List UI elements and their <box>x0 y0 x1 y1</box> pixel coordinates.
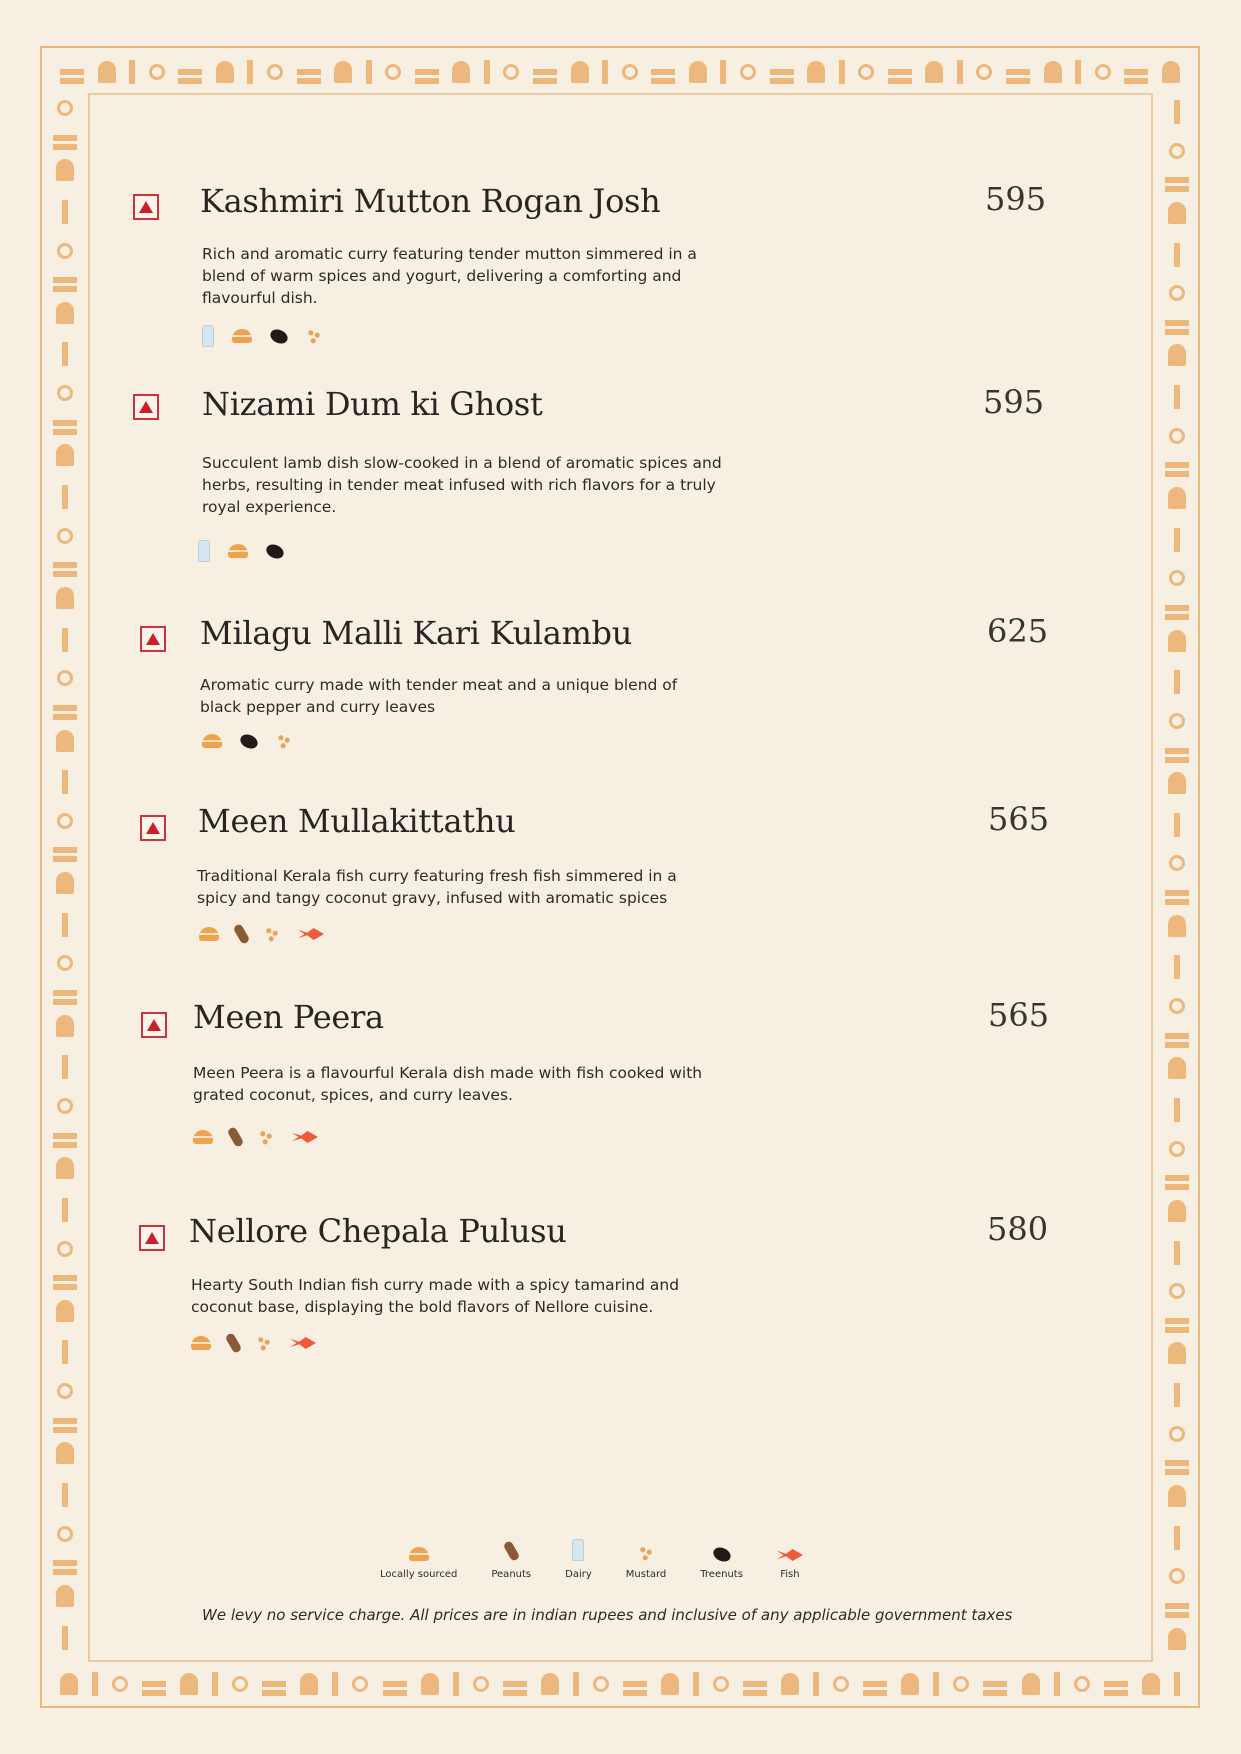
hieroglyph-glyph <box>1174 385 1180 409</box>
allergen-icons <box>198 540 284 562</box>
hieroglyph-glyph <box>1174 100 1180 124</box>
dish-price: 595 <box>985 180 1047 218</box>
mustard-icon <box>276 733 292 749</box>
hieroglyph-glyph <box>56 1157 74 1179</box>
mustard-icon <box>256 1335 272 1351</box>
hieroglyph-glyph <box>421 1673 439 1695</box>
hieroglyph-glyph <box>57 528 73 544</box>
hieroglyph-glyph <box>1174 528 1180 552</box>
local-icon <box>193 1130 213 1144</box>
hieroglyph-glyph <box>267 64 283 80</box>
hieroglyph-glyph <box>1169 570 1185 586</box>
hieroglyph-glyph <box>1169 855 1185 871</box>
hieroglyph-glyph <box>1168 1485 1186 1507</box>
local-icon <box>191 1336 211 1350</box>
hieroglyph-glyph <box>901 1673 919 1695</box>
hieroglyph-glyph <box>56 1442 74 1464</box>
dish-description: Succulent lamb dish slow-cooked in a blend of aromatic spices and herbs, resulting in tender meat infused with rich flavors for a truly royal experience. <box>202 454 722 516</box>
hieroglyph-glyph <box>1168 772 1186 794</box>
hieroglyph-glyph <box>1142 1673 1160 1695</box>
hieroglyph-glyph <box>740 64 756 80</box>
hieroglyph-glyph <box>925 61 943 83</box>
hieroglyph-glyph <box>56 1300 74 1322</box>
hieroglyph-glyph <box>262 1681 286 1687</box>
hieroglyph-glyph <box>863 1681 887 1687</box>
hieroglyph-glyph <box>53 1275 77 1281</box>
hieroglyph-glyph <box>1168 1057 1186 1079</box>
hieroglyph-glyph <box>1174 1383 1180 1407</box>
local-icon <box>202 734 222 748</box>
hieroglyph-glyph <box>1174 670 1180 694</box>
hieroglyph-glyph <box>53 135 77 141</box>
hieroglyph-glyph <box>1174 955 1180 979</box>
dish-name: Meen Peera <box>193 998 384 1036</box>
mustard-icon <box>264 926 280 942</box>
hieroglyph-glyph <box>62 1626 68 1650</box>
hieroglyph-glyph <box>1169 285 1185 301</box>
legend-item <box>380 1530 457 1580</box>
dish-price: 595 <box>983 383 1045 421</box>
dish-description: Meen Peera is a flavourful Kerala dish made with fish cooked with grated coconut, spices, and curry leaves. <box>193 1064 703 1104</box>
hieroglyph-glyph <box>53 277 77 283</box>
hieroglyph-glyph <box>484 60 490 84</box>
hieroglyph-glyph <box>1165 1033 1189 1039</box>
footer-note: We levy no service charge. All prices are in indian rupees and inclusive of any applicable government taxes <box>202 1606 1013 1624</box>
fish-icon <box>298 928 324 940</box>
hieroglyph-glyph <box>62 913 68 937</box>
local-icon <box>228 544 248 558</box>
hieroglyph-glyph <box>53 705 77 711</box>
hieroglyph-glyph <box>1074 1676 1090 1692</box>
hieroglyph-glyph <box>593 1676 609 1692</box>
legend-item <box>491 1530 531 1580</box>
non-veg-mark-icon <box>133 194 159 220</box>
legend-item <box>626 1530 667 1580</box>
hieroglyph-glyph <box>56 872 74 894</box>
hieroglyph-glyph <box>602 60 608 84</box>
hieroglyph-border-bottom <box>60 1664 1180 1704</box>
legend-item <box>565 1530 592 1580</box>
hieroglyph-glyph <box>62 1198 68 1222</box>
hieroglyph-glyph <box>62 1483 68 1507</box>
hieroglyph-glyph <box>142 1681 166 1687</box>
hieroglyph-glyph <box>57 243 73 259</box>
hieroglyph-glyph <box>1095 64 1111 80</box>
hieroglyph-glyph <box>112 1676 128 1692</box>
hieroglyph-glyph <box>1124 69 1148 75</box>
hieroglyph-glyph <box>62 770 68 794</box>
hieroglyph-glyph <box>180 1673 198 1695</box>
hieroglyph-glyph <box>453 1672 459 1696</box>
hieroglyph-glyph <box>415 69 439 75</box>
hieroglyph-glyph <box>1168 915 1186 937</box>
dish-description: Rich and aromatic curry featuring tender mutton simmered in a blend of warm spices and yogurt, delivering a comforting and flavourful dish. <box>202 245 697 307</box>
hieroglyph-glyph <box>60 1673 78 1695</box>
hieroglyph-glyph <box>976 64 992 80</box>
hieroglyph-glyph <box>888 69 912 75</box>
hieroglyph-glyph <box>983 1681 1007 1687</box>
dish-description: Traditional Kerala fish curry featuring fresh fish simmered in a spicy and tangy coconut gravy, infused with aromatic spices <box>197 867 677 907</box>
hieroglyph-glyph <box>56 1585 74 1607</box>
hieroglyph-glyph <box>57 100 73 116</box>
hieroglyph-glyph <box>813 1672 819 1696</box>
hieroglyph-glyph <box>62 628 68 652</box>
dish-name: Milagu Malli Kari Kulambu <box>200 614 633 652</box>
hieroglyph-glyph <box>622 64 638 80</box>
hieroglyph-glyph <box>149 64 165 80</box>
hieroglyph-glyph <box>57 670 73 686</box>
hieroglyph-glyph <box>1169 998 1185 1014</box>
hieroglyph-glyph <box>57 1526 73 1542</box>
hieroglyph-glyph <box>1165 1318 1189 1324</box>
hieroglyph-glyph <box>839 60 845 84</box>
legend-label: Locally sourced <box>380 1569 458 1580</box>
allergen-legend <box>380 1530 837 1580</box>
legend-label: Treenuts <box>700 1569 743 1580</box>
legend-label: Fish <box>780 1569 800 1580</box>
hieroglyph-glyph <box>693 1672 699 1696</box>
hieroglyph-glyph <box>62 200 68 224</box>
dish-name: Nizami Dum ki Ghost <box>202 385 543 423</box>
hieroglyph-glyph <box>1169 1426 1185 1442</box>
allergen-icons <box>199 924 324 944</box>
hieroglyph-glyph <box>807 61 825 83</box>
hieroglyph-glyph <box>216 61 234 83</box>
hieroglyph-glyph <box>300 1673 318 1695</box>
hieroglyph-glyph <box>56 444 74 466</box>
hieroglyph-glyph <box>297 69 321 75</box>
hieroglyph-glyph <box>56 730 74 752</box>
hieroglyph-glyph <box>232 1676 248 1692</box>
hieroglyph-glyph <box>62 485 68 509</box>
hieroglyph-glyph <box>957 60 963 84</box>
peanut-icon <box>225 1332 243 1354</box>
non-veg-mark-icon <box>140 815 166 841</box>
treenut-icon <box>238 731 260 750</box>
hieroglyph-glyph <box>1075 60 1081 84</box>
hieroglyph-glyph <box>1165 1603 1189 1609</box>
hieroglyph-glyph <box>1006 69 1030 75</box>
hieroglyph-glyph <box>713 1676 729 1692</box>
peanut-icon <box>227 1126 245 1148</box>
hieroglyph-glyph <box>571 61 589 83</box>
hieroglyph-glyph <box>1169 713 1185 729</box>
treenut-icon <box>268 326 290 345</box>
hieroglyph-glyph <box>1169 428 1185 444</box>
hieroglyph-glyph <box>1044 61 1062 83</box>
hieroglyph-glyph <box>858 64 874 80</box>
hieroglyph-glyph <box>933 1672 939 1696</box>
mustard-icon <box>638 1545 654 1561</box>
dish-price: 580 <box>987 1210 1049 1248</box>
hieroglyph-glyph <box>56 587 74 609</box>
hieroglyph-glyph <box>953 1676 969 1692</box>
hieroglyph-border-top <box>60 52 1180 92</box>
hieroglyph-glyph <box>92 1672 98 1696</box>
hieroglyph-glyph <box>689 61 707 83</box>
dish-description: Hearty South Indian fish curry made with a spicy tamarind and coconut base, displaying the bold flavors of Nellore cuisine. <box>191 1276 680 1316</box>
hieroglyph-glyph <box>503 64 519 80</box>
hieroglyph-glyph <box>651 69 675 75</box>
dairy-icon <box>198 540 210 562</box>
hieroglyph-glyph <box>541 1673 559 1695</box>
allergen-icons <box>191 1333 316 1353</box>
local-icon <box>409 1547 429 1561</box>
peanut-icon <box>233 923 251 945</box>
dish-name: Meen Mullakittathu <box>198 802 516 840</box>
hieroglyph-glyph <box>503 1681 527 1687</box>
dish-price: 625 <box>987 612 1049 650</box>
hieroglyph-glyph <box>98 61 116 83</box>
hieroglyph-glyph <box>1165 605 1189 611</box>
dish-description: Aromatic curry made with tender meat and a unique blend of black pepper and curry leaves <box>200 676 678 716</box>
hieroglyph-glyph <box>1165 1175 1189 1181</box>
hieroglyph-glyph <box>1168 344 1186 366</box>
hieroglyph-glyph <box>53 1418 77 1424</box>
hieroglyph-glyph <box>57 955 73 971</box>
hieroglyph-glyph <box>1165 462 1189 468</box>
legend-label: Dairy <box>565 1569 592 1580</box>
hieroglyph-glyph <box>473 1676 489 1692</box>
hieroglyph-glyph <box>1104 1681 1128 1687</box>
peanut-icon <box>502 1540 520 1562</box>
hieroglyph-glyph <box>332 1672 338 1696</box>
hieroglyph-glyph <box>1165 890 1189 896</box>
hieroglyph-glyph <box>1169 1283 1185 1299</box>
hieroglyph-glyph <box>720 60 726 84</box>
hieroglyph-glyph <box>56 159 74 181</box>
hieroglyph-glyph <box>212 1672 218 1696</box>
non-veg-mark-icon <box>133 394 159 420</box>
hieroglyph-glyph <box>1169 1568 1185 1584</box>
hieroglyph-glyph <box>1168 630 1186 652</box>
hieroglyph-glyph <box>366 60 372 84</box>
hieroglyph-glyph <box>178 69 202 75</box>
hieroglyph-glyph <box>57 813 73 829</box>
hieroglyph-glyph <box>1162 61 1180 83</box>
hieroglyph-glyph <box>352 1676 368 1692</box>
hieroglyph-glyph <box>53 847 77 853</box>
hieroglyph-glyph <box>1174 1098 1180 1122</box>
allergen-icons <box>193 1127 318 1147</box>
hieroglyph-glyph <box>1168 487 1186 509</box>
dairy-icon <box>202 325 214 347</box>
hieroglyph-glyph <box>661 1673 679 1695</box>
hieroglyph-glyph <box>781 1673 799 1695</box>
hieroglyph-glyph <box>1174 1526 1180 1550</box>
hieroglyph-glyph <box>1169 1141 1185 1157</box>
hieroglyph-glyph <box>743 1681 767 1687</box>
hieroglyph-glyph <box>383 1681 407 1687</box>
hieroglyph-glyph <box>1165 177 1189 183</box>
hieroglyph-glyph <box>129 60 135 84</box>
hieroglyph-glyph <box>623 1681 647 1687</box>
hieroglyph-glyph <box>62 1340 68 1364</box>
hieroglyph-glyph <box>1168 1200 1186 1222</box>
hieroglyph-glyph <box>1174 813 1180 837</box>
legend-item <box>700 1530 743 1580</box>
hieroglyph-glyph <box>57 1383 73 1399</box>
hieroglyph-glyph <box>1169 143 1185 159</box>
hieroglyph-glyph <box>1168 202 1186 224</box>
treenut-icon <box>264 541 286 560</box>
local-icon <box>199 927 219 941</box>
hieroglyph-glyph <box>1165 320 1189 326</box>
hieroglyph-glyph <box>57 1098 73 1114</box>
hieroglyph-border-left <box>45 100 85 1650</box>
legend-label: Peanuts <box>491 1569 532 1580</box>
mustard-icon <box>258 1129 274 1145</box>
non-veg-mark-icon <box>139 1225 165 1251</box>
hieroglyph-glyph <box>62 342 68 366</box>
treenut-icon <box>711 1545 733 1564</box>
hieroglyph-glyph <box>53 1560 77 1566</box>
hieroglyph-glyph <box>56 302 74 324</box>
dish-price: 565 <box>988 800 1050 838</box>
allergen-icons <box>202 325 322 347</box>
fish-icon <box>292 1131 318 1143</box>
dairy-icon <box>572 1539 584 1561</box>
allergen-icons <box>202 733 292 749</box>
hieroglyph-glyph <box>533 69 557 75</box>
hieroglyph-glyph <box>57 385 73 401</box>
dish-price: 565 <box>988 996 1050 1034</box>
hieroglyph-glyph <box>1174 243 1180 267</box>
hieroglyph-glyph <box>247 60 253 84</box>
hieroglyph-glyph <box>1022 1673 1040 1695</box>
legend-item <box>777 1530 803 1580</box>
dish-name: Kashmiri Mutton Rogan Josh <box>200 182 661 220</box>
hieroglyph-glyph <box>57 1241 73 1257</box>
non-veg-mark-icon <box>140 626 166 652</box>
hieroglyph-glyph <box>770 69 794 75</box>
hieroglyph-glyph <box>1174 1672 1180 1696</box>
hieroglyph-glyph <box>833 1676 849 1692</box>
hieroglyph-glyph <box>573 1672 579 1696</box>
hieroglyph-glyph <box>60 69 84 75</box>
legend-label: Mustard <box>625 1569 667 1580</box>
mustard-icon <box>306 328 322 344</box>
hieroglyph-glyph <box>334 61 352 83</box>
hieroglyph-glyph <box>385 64 401 80</box>
hieroglyph-glyph <box>53 562 77 568</box>
hieroglyph-glyph <box>1174 1241 1180 1265</box>
hieroglyph-glyph <box>1054 1672 1060 1696</box>
dish-name: Nellore Chepala Pulusu <box>189 1212 567 1250</box>
hieroglyph-glyph <box>53 990 77 996</box>
hieroglyph-glyph <box>62 1055 68 1079</box>
hieroglyph-glyph <box>53 1133 77 1139</box>
fish-icon <box>777 1549 803 1561</box>
hieroglyph-glyph <box>1165 748 1189 754</box>
hieroglyph-glyph <box>56 1015 74 1037</box>
non-veg-mark-icon <box>141 1012 167 1038</box>
hieroglyph-border-right <box>1157 100 1197 1650</box>
hieroglyph-glyph <box>1168 1628 1186 1650</box>
hieroglyph-glyph <box>1168 1342 1186 1364</box>
local-icon <box>232 329 252 343</box>
hieroglyph-glyph <box>53 420 77 426</box>
fish-icon <box>290 1337 316 1349</box>
hieroglyph-glyph <box>452 61 470 83</box>
hieroglyph-glyph <box>1165 1460 1189 1466</box>
